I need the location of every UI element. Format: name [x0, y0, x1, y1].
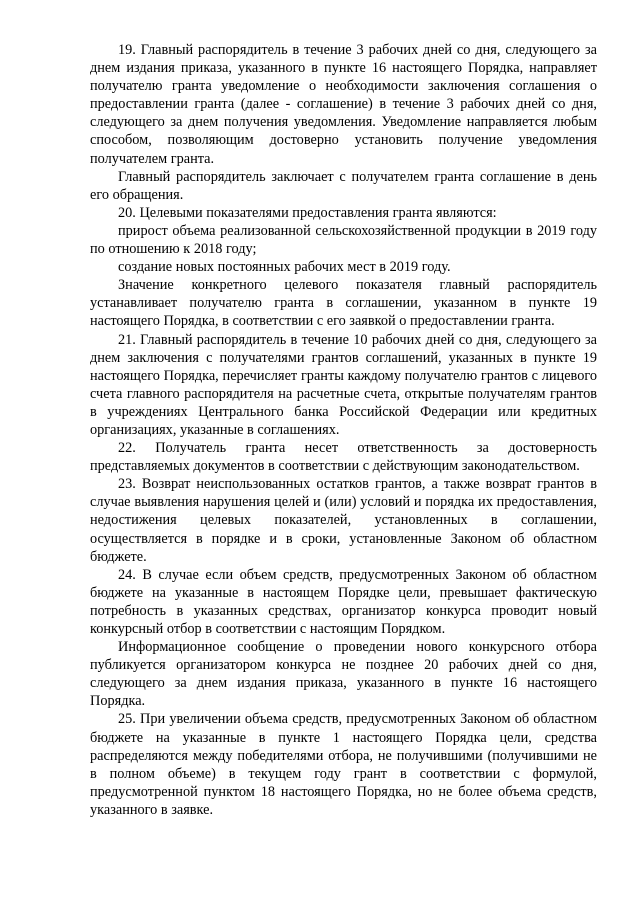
paragraph-20-heading: 20. Целевыми показателями предоставления гранта являются: [118, 204, 497, 221]
paragraph-22: 22. Получатель гранта несет ответственность за достоверность представляемых документов в соответствии с действующим законодательством. [90, 440, 597, 475]
paragraph-20-value: Значение конкретного целевого показателя главный распорядитель устанавливает получателю гранта в соглашении, указанном в пункте 19 настоящего Порядка, в соответствии с его заявкой о предоставлении гранта. [90, 277, 597, 330]
paragraph-20-indicator-1: прирост объема реализованной сельскохозяйственной продукции в 2019 году по отношению к 2018 году; [90, 222, 597, 258]
paragraph-23: 23. Возврат неиспользованных остатков грантов, а также возврат грантов в случае выявления нарушения целей и (или) условий и порядка их предоставления, недостижения целевых показателей, установленных в соглашении, осуществляется в порядке и в сроки, установленные Законом об областном бюджете. [90, 476, 597, 565]
paragraph-21: 21. Главный распорядитель в течение 10 рабочих дней со дня, следующего за днем заключения с получателями грантов соглашений, указанных в пункте 19 настоящего Порядка, перечисляет гранты каждому получателю грантов с лицевого счета главного распорядителя на расчетные счета, открытые получателям грантов в учреждениях Центрального банка Российской Федерации или кредитных организациях, указанные в соглашениях. [90, 331, 597, 438]
paragraph-24: 24. В случае если объем средств, предусмотренных Законом об областном бюджете на указанные в настоящем Порядке цели, превышает фактическую потребность в указанных средствах, организатор конкурса проводит новый конкурсный отбор в соответствии с настоящим Порядком. [90, 566, 597, 637]
document-page [90, 41, 597, 819]
paragraph-19: 19. Главный распорядитель в течение 3 рабочих дней со дня, следующего за днем издания приказа, указанного в пункте 16 настоящего Порядка, направляет получателю гранта уведомление о необходимости заключения соглашения о предоставлении гранта (далее - соглашение) в течение 3 рабочих дней со дня, следующего за днем получения уведомления. Уведомление направляется любым способом, позволяющим достоверно установить получение уведомления получателем гранта. [90, 42, 597, 167]
paragraph-20-indicator-2: создание новых постоянных рабочих мест в 2019 году. [118, 259, 451, 276]
paragraph-24-notice: Информационное сообщение о проведении нового конкурсного отбора публикуется организатором конкурса не позднее 20 рабочих дней со дня, следующего за днем издания приказа, указанного в пункте 16 настоящего Порядка. [90, 639, 597, 710]
paragraph-19-contract: Главный распорядитель заключает с получателем гранта соглашение в день его обращения. [90, 168, 597, 203]
paragraph-25: 25. При увеличении объема средств, предусмотренных Законом об областном бюджете на указанные в пункте 1 настоящего Порядка цели, средства распределяются между победителями отбора, не получившими (получившими не в полном объеме) в текущем году грант в соответствии с формулой, предусмотренной пунктом 18 настоящего Порядка, но не более объема средств, указанного в заявке. [90, 711, 597, 818]
